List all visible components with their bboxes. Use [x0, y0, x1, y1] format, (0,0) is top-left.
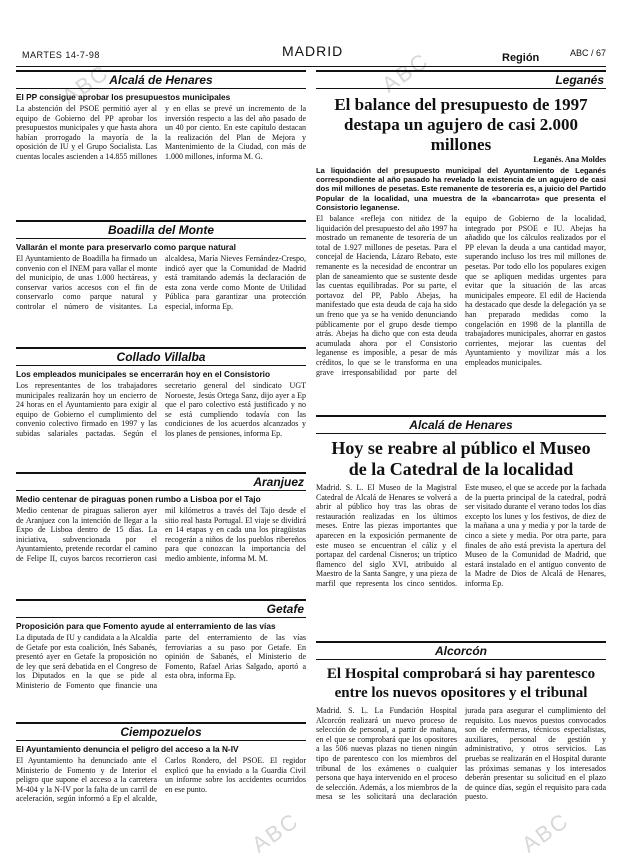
article-body: Los representantes de los trabajadores municipales realizarán hoy un encierro de 24 horas en el Ayuntamiento para exigir al equipo de Gobierno el cumplimiento del convenio colectivo firmado en 1997 y las subidas salariales pactadas. Según el secretario general del sindicato UGT Noroeste, Jesús Ortega Sanz, dijo ayer a Ep que el paro colectivo está justificado y no se está cumpliendo todavía con las condiciones de los acuerdos alcanzados y los planes de pensiones, informa Ep. [16, 381, 306, 438]
article-aranjuez [16, 472, 306, 599]
headline-line: Hoy se reabre al público el Museo [331, 438, 591, 458]
article-museo [316, 415, 606, 641]
headline-line: El Hospital comprobará si hay parentesco [326, 666, 596, 682]
article-subhead: Proposición para que Fomento ayude al enterramiento de las vías [16, 621, 276, 631]
article-leganes [316, 70, 606, 415]
article-subhead: Los empleados municipales se encerrarán hoy en el Consistorio [16, 369, 271, 379]
article-boadilla [16, 220, 306, 347]
article-alcala-presupuestos [16, 70, 306, 220]
page-header [16, 44, 606, 67]
section-heading: Alcorcón [316, 641, 606, 660]
headline-line: El balance del presupuesto de 1997 [334, 95, 588, 114]
article-subhead: El PP consigue aprobar los presupuestos municipales [16, 92, 231, 102]
headline-line: destapa un agujero de casi 2.000 millones [344, 115, 578, 154]
article-body: El Ayuntamiento de Boadilla ha firmado un convenio con el INEM para vallar el monte del municipio, de unas 1.000 hectáreas, y conservar varios accesos con el fin de conservarlo como parque natural y controlar el número de visitantes. La alcaldesa, María Nieves Fernández-Crespo, indicó ayer que la Comunidad de Madrid está tramitando además la declaración de esta zona verde como Monte de Utilidad Pública para garantizar una protección especial, informa Ep. [16, 254, 306, 311]
article-body: Medio centenar de piraguas salieron ayer de Aranjuez con la intención de llegar a la Expo de Lisboa dentro de 15 días. La iniciativa, subvencionada por el Ayuntamiento, pretende recordar el camino de Felipe II, cuyos barcos recorrieron casi mil kilómetros a través del Tajo desde el sitio real hasta Portugal. El viaje se dividirá en 14 etapas y en cada una los piragüistas recogerán a niños de los pueblos ribereños para que conozcan la importancia del medio ambiente, informa M. M. [16, 506, 306, 563]
article-collado [16, 347, 306, 472]
article-lead: La liquidación del presupuesto municipal del Ayuntamiento de Leganés correspondiente al año pasado ha revelado la existencia de un agujero de casi dos mil millones de pesetas. Este remanente de tesorería es, a juicio del Partido Popular de la localidad, una muestra de la «bancarrota» que presenta el Consistorio leganense. [316, 166, 606, 212]
article-alcorcon [316, 641, 606, 868]
left-column [16, 70, 306, 868]
section-heading: Aranjuez [16, 472, 306, 491]
watermark: ABC [517, 807, 574, 858]
section-heading: Getafe [16, 599, 306, 618]
right-column [316, 70, 606, 868]
article-ciempozuelos [16, 722, 306, 862]
watermark: ABC [57, 59, 114, 110]
article-subhead: Medio centenar de piraguas ponen rumbo a Lisboa por el Tajo [16, 494, 261, 504]
article-getafe [16, 599, 306, 722]
section-heading: Leganés [316, 70, 606, 89]
region-label: Región [502, 52, 540, 64]
section-heading: Ciempozuelos [16, 722, 306, 741]
page-number: ABC / 67 [569, 48, 606, 58]
section-heading: Alcalá de Henares [16, 70, 306, 89]
article-body: El balance «refleja con nitidez de la liquidación del presupuesto del año 1997 ha mostrado un remanente de tesorería de un total de 1.927 millones de pesetas. Para el concejal de Hacienda, Lázaro Rebato, este remanente es la necesidad de encontrar un plan de saneamiento que se sustente desde las cuentas equilibradas. Por su parte, el portavoz del PP, Pablo Abejas, ha manifestado que esta deuda de caja ha sido un freno que ya se ha venido denunciando públicamente por el grupo desde tiempo atrás. Abejas ha dicho que con esta deuda acumulada ahora por el Consistorio leganense es imposible, a pesar de más créditos, lo que se le transforma en una grave irresponsabilidad por parte del equipo de Gobierno de la localidad, integrado por PSOE e IU. Abejas ha añadido que los cálculos realizados por el PP elevan la deuda a una cantidad mayor, superando incluso los tres mil millones de pesetas. Por todo ello los populares exigen que se apliquen medidas urgentes para evitar que la situación de las arcas municipales empeore. El edil de Hacienda ha destacado que desde la delegación ya se han preparado medidas como la congelación en 1998 de la plantilla de trabajadores municipales, ahorrar en gastos corrientes, mejorar las cuentas del Ayuntamiento y movilizar más a los empleados municipales. [316, 214, 606, 377]
headline-line: de la Catedral de la localidad [348, 459, 574, 479]
article-body: Madrid. S. L. La Fundación Hospital Alcorcón realizará un nuevo proceso de selección de personal, a partir de mañana, en el que se comprobará que los opositores a las 506 nuevas plazas no tienen ningún tipo de parentesco con los miembros del tribunal de los exámenes o cualquier persona que haya intervenido en el proceso de selección. Además, a los miembros de la mesa se les solicitará una declaración jurada para asegurar el cumplimiento del requisito. Los nuevos puestos convocados son de enfermeras, técnicos especialistas, auxiliares, personal de gestión y administrativo, y otros servicios. Las pruebas se realizarán en el Hospital durante las próximas semanas y los interesados deberán presentar su solicitud en el plazo de quince días, según el requisito para cada puesto. [316, 706, 606, 802]
section-heading: Boadilla del Monte [16, 220, 306, 239]
watermark: ABC [377, 47, 434, 98]
article-subhead: El Ayuntamiento denuncia el peligro del acceso a la N-IV [16, 744, 239, 754]
article-body: El Ayuntamiento ha denunciado ante el Ministerio de Fomento y de Interior el peligro que supone el acceso a la carretera M-404 y la N-IV por la falta de un carril de aceleración, según informó a Ep el alcalde, Carlos Rondero, del PSOE. El regidor explicó que ha enviado a la Guardia Civil un informe sobre los accidentes ocurridos en ese punto. [16, 756, 306, 804]
article-body: La diputada de IU y candidata a la Alcaldía de Getafe por esta coalición, Inés Sabanés, presentó ayer en Getafe la proposición no de ley que será debatida en el Congreso de los Diputados en la que se pide al Ministerio de Fomento que financie una parte del enterramiento de las vías ferroviarias a su paso por Getafe. En opinión de Sabanés, el Ministerio de Fomento, Rafael Arias Salgado, aportó a esta obra, informa Ep. [16, 633, 306, 690]
article-body: La abstención del PSOE permitió ayer al equipo de Gobierno del PP aprobar los presupuestos municipales y que hasta ahora habían prorrogado la mayoría de la oposición de IU y el Grupo Socialista. Las cuentas locales ascienden a 14.855 millones y en ellas se prevé un incremento de la inversión respecto a las del año pasado de un 40 por ciento. En este capítulo destacan la realización del Plan de Mejora y Mantenimiento de la Ciudad, con más de 1.000 millones, informa M. G. [16, 104, 306, 161]
watermark: ABC [247, 807, 304, 858]
section-heading: Alcalá de Henares [316, 415, 606, 434]
headline-line: entre los nuevos opositores y el tribunal [334, 685, 588, 701]
section-title: MADRID [282, 43, 344, 59]
section-heading: Collado Villalba [16, 347, 306, 366]
issue-date: MARTES 14-7-98 [22, 50, 100, 60]
article-body: Madrid. S. L. El Museo de la Magistral Catedral de Alcalá de Henares se volverá a abrir al público hoy tras las obras de restauración realizadas en los últimos meses. Entre las piezas importantes que aparecen en la exposición permanente de este museo se encuentran el cáliz y el portapaz del cardenal Cisneros; un tríptico flamenco del siglo XVI, atribuido al Maestro de la Santa Sangre, y una pieza de marfil que representa los cinco sentidos. Este museo, el que se accede por la fachada de la puerta principal de la catedral, podrá ser visitado durante el verano todos los días excepto los lunes y los festivos, de diez de la mañana a una y media y por la tarde de cinco a siete y media. Por otra parte, para finales de año está prevista la apertura del Museo de la Comunidad de Madrid, que estará instalado en el antiguo convento de la Madre de Dios de Alcalá de Henares, informa Ep. [316, 483, 606, 588]
article-subhead: Vallarán el monte para preservarlo como parque natural [16, 242, 236, 252]
byline: Leganés. Ana Moldes [533, 155, 606, 164]
